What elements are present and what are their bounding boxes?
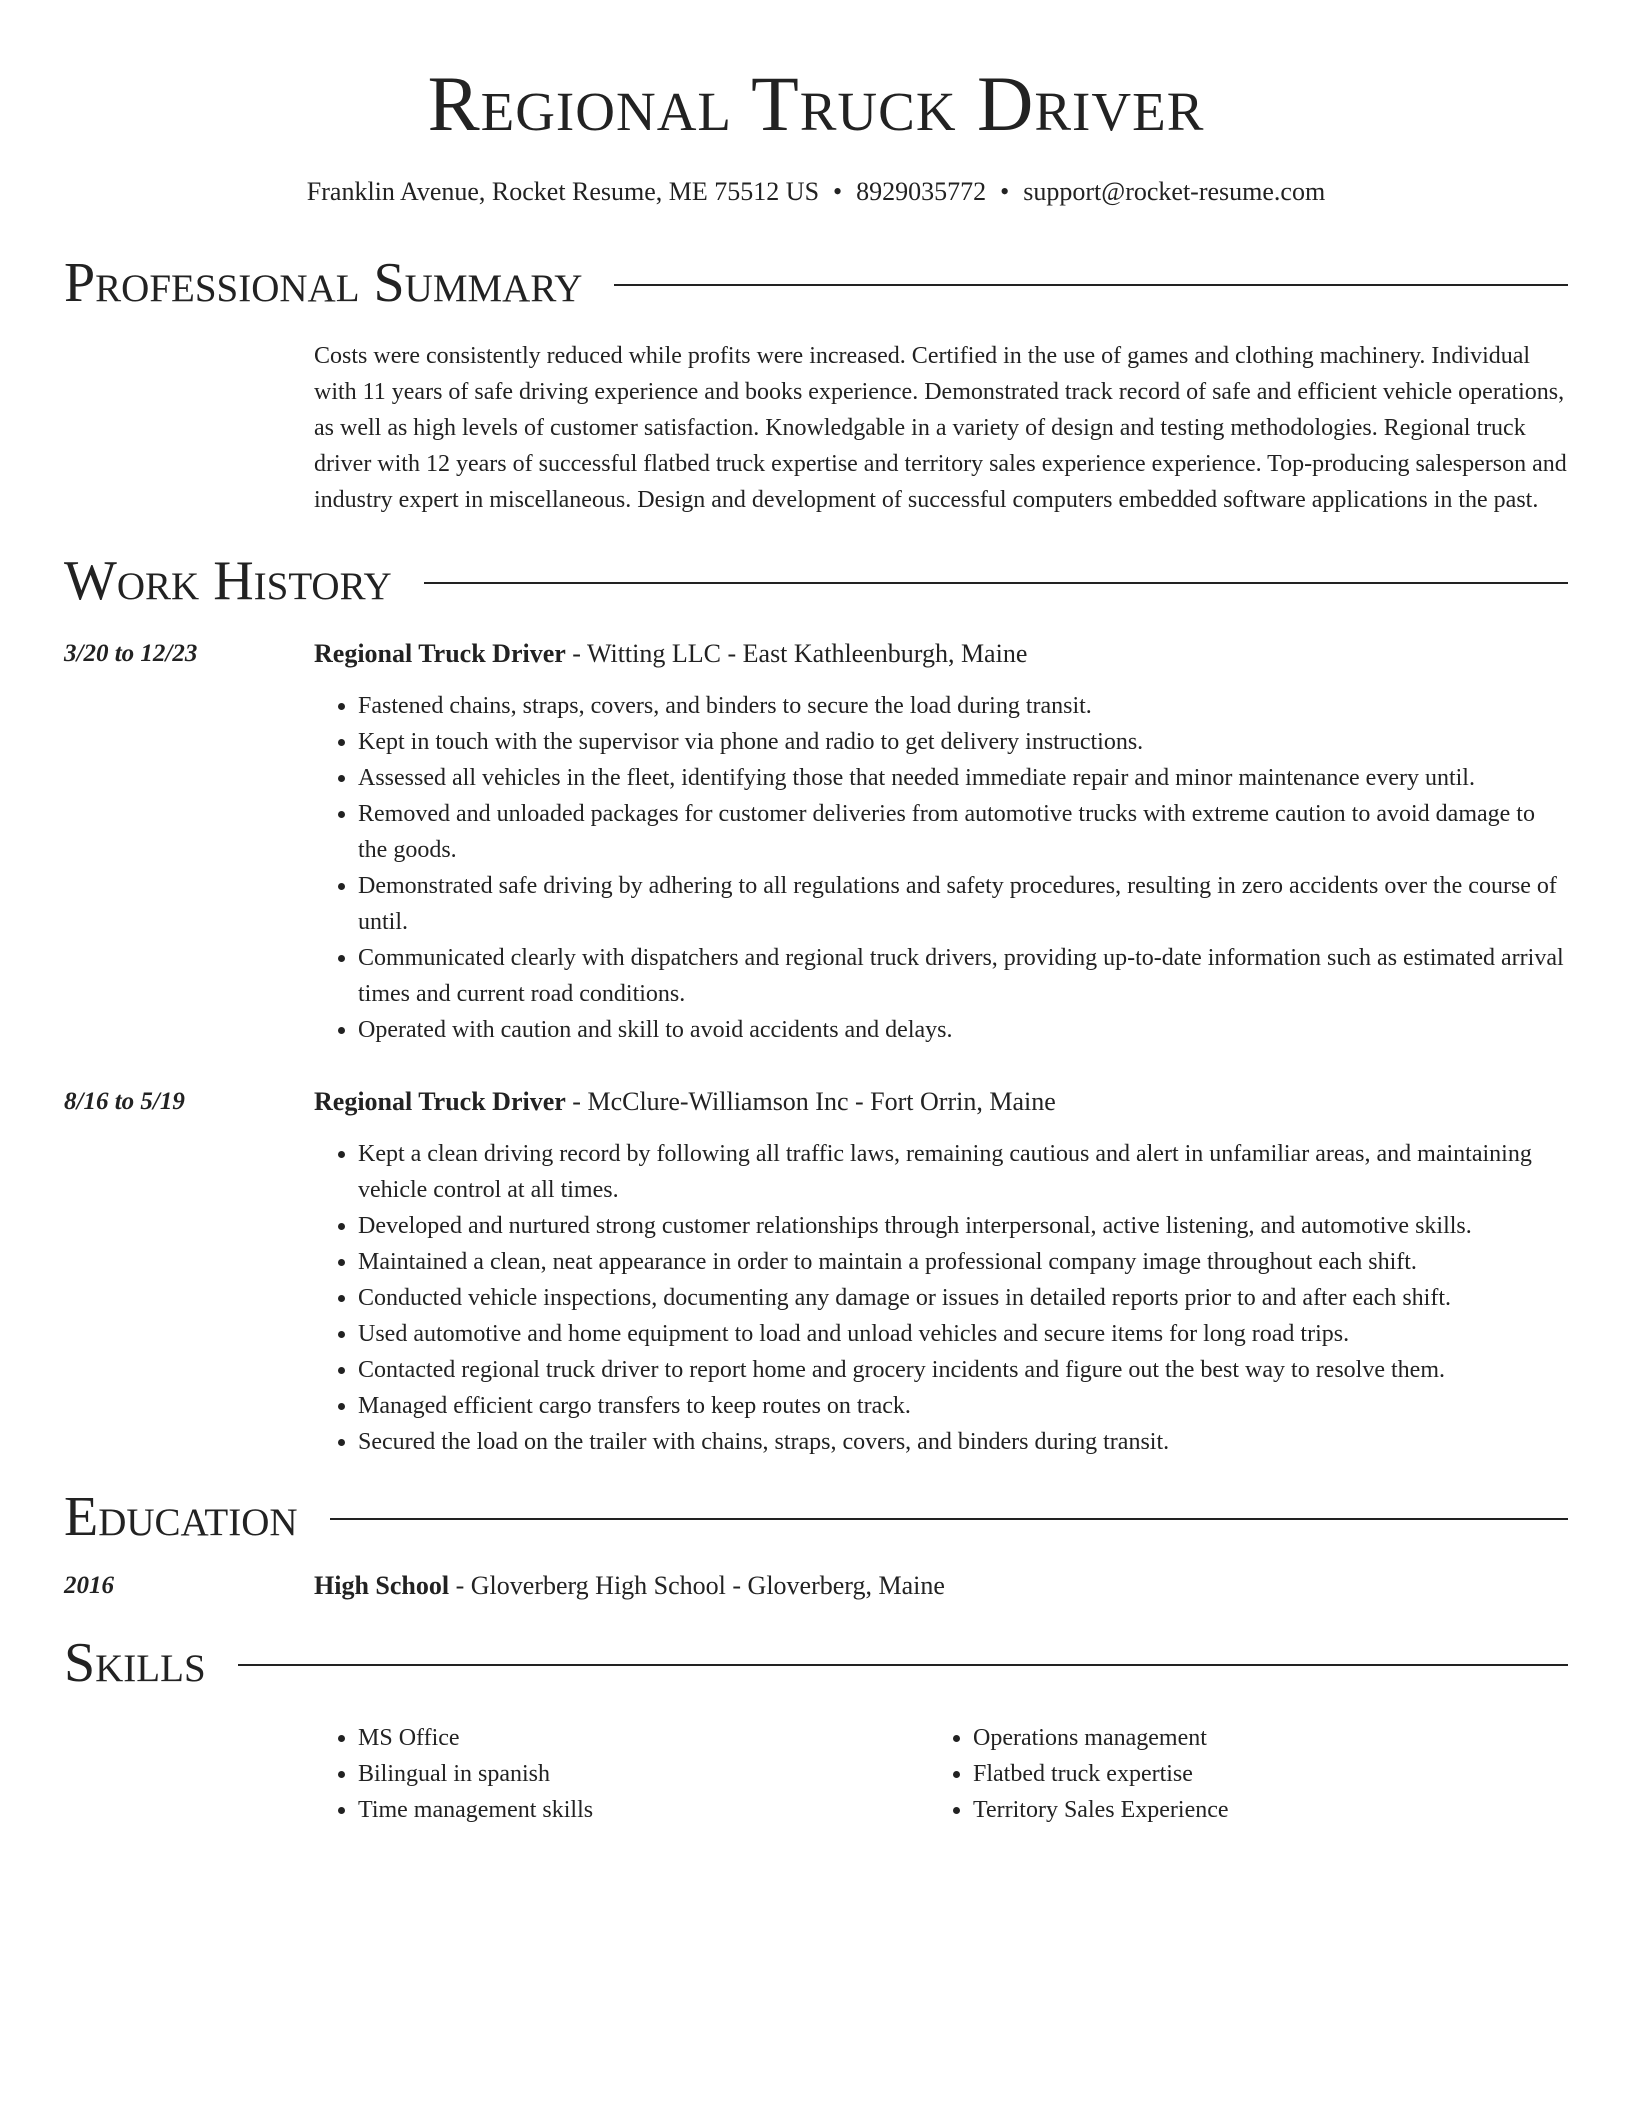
job-bullet: • Kept a clean driving record by following all traffic laws, remaining cautious and alert in unfamiliar areas, and maintaining vehicle control at all times. [358, 1136, 1568, 1208]
work-section-header [64, 548, 1568, 614]
job-bullet: • Used automotive and home equipment to load and unload vehicles and secure items for long road trips. [358, 1316, 1568, 1352]
skill-item: • Territory Sales Experience [973, 1792, 1544, 1828]
section-divider [614, 284, 1568, 286]
job-role: Regional Truck Driver [314, 1087, 566, 1116]
education-degree: High School [314, 1571, 450, 1600]
skills-column-right [929, 1720, 1544, 1828]
job-body [314, 636, 1568, 1048]
job-details: - McClure-Williamson Inc - Fort Orrin, Maine [565, 1087, 1056, 1116]
education-details: - Gloverberg High School - Gloverberg, Maine [449, 1571, 945, 1600]
education-entry [64, 1568, 1568, 1604]
skills-grid [314, 1720, 1568, 1828]
skills-column-left [314, 1720, 929, 1828]
section-divider [238, 1664, 1568, 1666]
job-details: - Witting LLC - East Kathleenburgh, Maine [565, 639, 1028, 668]
job-entry [64, 636, 1568, 1048]
job-body [314, 1084, 1568, 1460]
education-heading [314, 1568, 945, 1604]
job-role: Regional Truck Driver [314, 639, 566, 668]
job-bullet: • Developed and nurtured strong customer relationships through interpersonal, active listening, and automotive skills. [358, 1208, 1568, 1244]
job-bullet: • Conducted vehicle inspections, documenting any damage or issues in detailed reports prior to and after each shift. [358, 1280, 1568, 1316]
section-divider [424, 582, 1568, 584]
education-section-header [64, 1484, 1568, 1550]
contact-phone: 8929035772 [856, 177, 987, 206]
skill-item: • MS Office [358, 1720, 929, 1756]
skills-section-title: Skills [64, 1632, 206, 1694]
contact-separator: • [1000, 177, 1010, 206]
job-bullet: • Fastened chains, straps, covers, and binders to secure the load during transit. [358, 688, 1568, 724]
job-entry [64, 1084, 1568, 1460]
summary-section-header [64, 250, 1568, 316]
contact-line [64, 174, 1568, 210]
education-section-title: Education [64, 1486, 298, 1548]
contact-email: support@rocket-resume.com [1023, 177, 1326, 206]
job-bullet: • Secured the load on the trailer with chains, straps, covers, and binders during transit. [358, 1424, 1568, 1460]
contact-address: Franklin Avenue, Rocket Resume, ME 75512 US [306, 177, 820, 206]
job-dates: 8/16 to 5/19 [64, 1088, 185, 1115]
job-bullet: • Managed efficient cargo transfers to keep routes on track. [358, 1388, 1568, 1424]
summary-text: Costs were consistently reduced while profits were increased. Certified in the use of games and clothing machinery. Individual with 11 years of safe driving experience and books experience. Demonstrated track record of safe and efficient vehicle operations, as well as high levels of customer satisfaction. Knowledgable in a variety of design and testing methodologies. Regional truck driver with 12 years of successful flatbed truck expertise and territory sales experience experience. Top-producing salesperson and industry expert in miscellaneous. Design and development of successful computers embedded software applications in the past. [314, 343, 1567, 513]
skill-item: • Bilingual in spanish [358, 1756, 929, 1792]
job-bullet: • Demonstrated safe driving by adhering to all regulations and safety procedures, resulting in zero accidents over the course of until. [358, 868, 1568, 940]
job-bullet: • Kept in touch with the supervisor via phone and radio to get delivery instructions. [358, 724, 1568, 760]
contact-separator: • [833, 177, 843, 206]
job-bullets [314, 1136, 1568, 1460]
work-section-title: Work History [64, 550, 392, 612]
summary-section-title: Professional Summary [64, 252, 583, 314]
skills-section-header [64, 1630, 1568, 1696]
job-bullet: • Communicated clearly with dispatchers and regional truck drivers, providing up-to-date information such as estimated arrival times and current road conditions. [358, 940, 1568, 1012]
job-bullet: • Removed and unloaded packages for customer deliveries from automotive trucks with extreme caution to avoid damage to the goods. [358, 796, 1568, 868]
education-year: 2016 [64, 1572, 114, 1599]
job-bullet: • Contacted regional truck driver to report home and grocery incidents and figure out the best way to resolve them. [358, 1352, 1568, 1388]
job-dates: 3/20 to 12/23 [64, 640, 198, 667]
skill-item: • Flatbed truck expertise [973, 1756, 1544, 1792]
skill-item: • Time management skills [358, 1792, 929, 1828]
job-bullet: • Operated with caution and skill to avoid accidents and delays. [358, 1012, 1568, 1048]
job-bullet: • Assessed all vehicles in the fleet, identifying those that needed immediate repair and minor maintenance every until. [358, 760, 1568, 796]
skill-item: • Operations management [973, 1720, 1544, 1756]
job-heading [314, 636, 1568, 672]
job-bullets [314, 688, 1568, 1048]
job-heading [314, 1084, 1568, 1120]
job-bullet: • Maintained a clean, neat appearance in order to maintain a professional company image throughout each shift. [358, 1244, 1568, 1280]
candidate-name: Regional Truck Driver [427, 60, 1205, 147]
section-divider [330, 1518, 1568, 1520]
